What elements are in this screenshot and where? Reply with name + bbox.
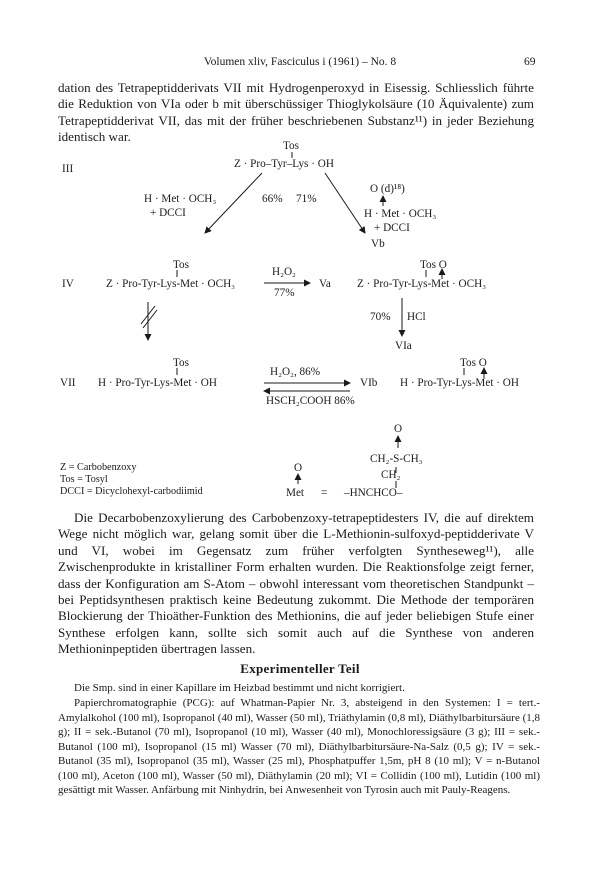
product-VIb: VIb [360, 377, 378, 389]
legend-dcci: DCCI = Dicyclohexyl-carbodiimid [60, 486, 203, 497]
yield-IV: 77% [274, 287, 295, 299]
compound-label-IV: IV [62, 278, 74, 290]
tos-IV: Tos [173, 259, 189, 271]
section-heading: Experimenteller Teil [240, 661, 360, 676]
reagent-hcl: HCl [407, 311, 426, 323]
met-equals: = [321, 487, 328, 499]
reagent-IV: H₂O₂ [272, 266, 296, 278]
o-d-ref: O (d)¹⁸) [370, 183, 405, 195]
met-ch2s: CH₂-S-CH₃ [370, 453, 423, 465]
compound-label-VII: VII [60, 377, 76, 389]
yield-Va-VIa: 70% [370, 311, 391, 323]
tos-o-Va: Tos O [420, 259, 447, 271]
running-header-title: Volumen xliv, Fasciculus i (1961) – No. 8 [203, 56, 397, 68]
intro-paragraph: dation des Tetrapeptidderivats VII mit Hydrogenperoxyd in Eisessig. Schliesslich führte die Reduktion von VIa oder b mit überschüssiger Thioglykolsäure (10 Äquivalente) zum Tetrapeptidderivat VII, das mit der früher beschriebenen Substanz¹¹) in jeder Beziehung identisch war. [58, 80, 534, 145]
reagent-VII-forward: H₂O₂, 86% [270, 366, 321, 378]
formula-VIb: H · Pro-Tyr-Lys-Met · OH [400, 377, 519, 389]
reagent-III-left-1: H · Met · OCH₃ [144, 193, 217, 205]
met-o: O [294, 462, 303, 474]
legend-tos: Tos = Tosyl [60, 474, 108, 485]
met-sulfoxide-o: O [394, 423, 403, 435]
met-label: Met [286, 487, 305, 499]
met-ch2: CH₂ [381, 469, 401, 481]
reagent-VII-backward: HSCH₂COOH 86% [266, 395, 355, 407]
tos-o-VIb: Tos O [460, 357, 487, 369]
tos-III: Tos [283, 140, 299, 152]
exp-paragraph: Papierchromatographie (PCG): auf Whatman-Papier Nr. 3, absteigend in den Systemen: I = tert.-Amylalkohol (100 ml), Isopropanol (40 ml), Wasser (50 ml), Triäthylamin (0,8 ml), Diäthylbarbitursäure (1,8 g); II = sek.-Butanol (70 ml), Isopropanol (10 ml), Wasser (40 ml), Monochloressigsäure (3 g); III = sek.-Butanol (100 ml), Isopropanol (15 ml) Wasser (70 ml), Diäthylbarbitursäure-Na-Salz (0,5 g); IV = sek.-Butanol (35 ml), Isopropanol (35 ml), Wasser (25 ml), Phosphatpuffer 1,5m, pH 8 (10 ml); V = n-Butanol (100 ml), Aceton (100 ml), Wasser (50 ml), Diäthylamin (20 ml); VI = Collidin (100 ml), Lutidin (100 ml) gesättigt mit Wasser. Anfärbung mit Ninhydrin, bei Anwesenheit von Tyrosin auch mit Pauly-Reagens. [58, 697, 540, 796]
legend-z: Z = Carbobenzoxy [60, 462, 137, 473]
tos-VII: Tos [173, 357, 189, 369]
formula-III: Z · Pro–Tyr–Lys · OH [234, 158, 334, 170]
met-chain: –HNCHCO– [344, 487, 403, 499]
page-number: 69 [524, 56, 536, 68]
formula-VII: H · Pro-Tyr-Lys-Met · OH [98, 377, 217, 389]
yield-III-left: 66% [262, 193, 283, 205]
arrow-III-to-Vb [325, 173, 365, 233]
formula-Va: Z · Pro-Tyr-Lys-Met · OCH₃ [357, 278, 487, 290]
exp-line-1: Die Smp. sind in einer Kapillare im Heizbad bestimmt und nicht korrigiert. [74, 682, 405, 694]
reagent-III-left-2: + DCCI [150, 207, 186, 219]
product-Vb: Vb [371, 238, 385, 250]
yield-III-right: 71% [296, 193, 317, 205]
product-Va: Va [319, 278, 331, 290]
formula-IV: Z · Pro-Tyr-Lys-Met · OCH₃ [106, 278, 236, 290]
reagent-III-right-2: + DCCI [374, 222, 410, 234]
compound-label-III: III [62, 163, 74, 175]
product-VIa: VIa [395, 340, 412, 352]
reagent-III-right-1: H · Met · OCH₃ [364, 208, 437, 220]
body-paragraph: Die Decarbobenzoxylierung des Carbobenzoxy-tetrapeptidesters IV, die auf direktem Wege nicht möglich war, gelang somit über die L-Methionin-sulfoxyd-peptidderivate V und VI, wobei im Gegensatz zum früher verfolgten Syntheseweg¹¹), alle Zwischenprodukte in kristalliner Form erhalten wurden. Die Reaktionsfolge zeigt ferner, dass der Konfiguration am S-Atom – obwohl interessant vom theoretischen Standpunkt – bei Peptidsynthesen praktisch keine Bedeutung zukommt. Die Methode der temporären Blockierung der Thioäther-Funktion des Methionins, die auf jeder beliebigen Stufe einer Synthese erfolgen kann, sollte sich somit auch auf die Synthese von anderen Methioninpeptiden übertragen lassen. [58, 510, 534, 657]
